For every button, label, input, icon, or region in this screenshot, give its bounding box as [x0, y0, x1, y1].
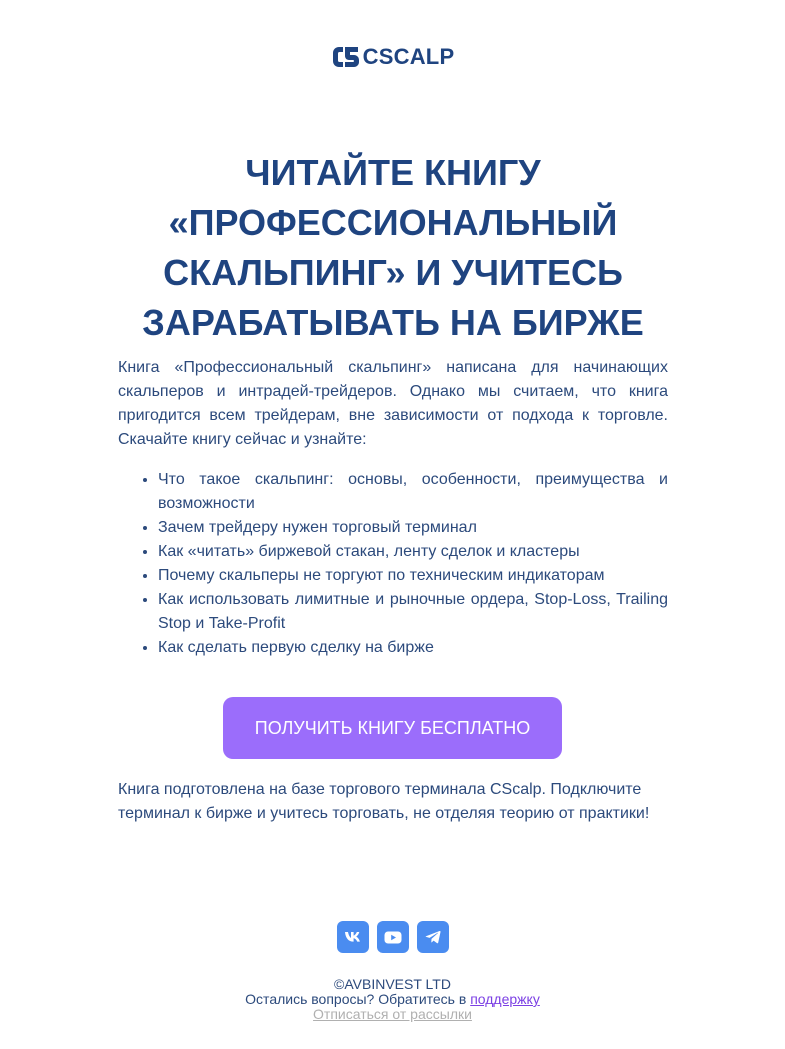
list-item: • Как сделать первую сделку на бирже — [158, 636, 668, 660]
list-item: • Почему скальперы не торгуют по техническим индикаторам — [158, 564, 668, 588]
social-links — [0, 921, 785, 953]
list-item: • Как «читать» биржевой стакан, ленту сделок и кластеры — [158, 540, 668, 564]
unsubscribe-line — [0, 1007, 785, 1022]
footer — [0, 977, 785, 1022]
list-item: • Зачем трейдеру нужен торговый терминал — [158, 516, 668, 540]
support-prefix: Остались вопросы? Обратитесь в — [245, 991, 471, 1007]
support-link[interactable]: поддержку — [470, 991, 540, 1007]
unsubscribe-link[interactable]: Отписаться от рассылки — [313, 1006, 472, 1022]
copyright: ©AVBINVEST LTD — [334, 976, 451, 992]
get-book-button[interactable]: ПОЛУЧИТЬ КНИГУ БЕСПЛАТНО — [223, 697, 562, 759]
outro-text: Книга подготовлена на базе торгового терминала CScalp. Подключите терминал к бирже и учитесь торговать, не отделяя теорию от практики! — [118, 781, 650, 822]
benefits-list — [118, 468, 668, 660]
vk-link[interactable] — [337, 921, 369, 953]
youtube-link[interactable] — [377, 921, 409, 953]
brand-name: CSCALP — [362, 44, 455, 69]
cscalp-logo-icon — [331, 45, 361, 69]
youtube-icon — [384, 931, 402, 944]
brand-logo[interactable] — [0, 44, 785, 70]
page-title: ЧИТАЙТЕ КНИГУ «ПРОФЕССИОНАЛЬНЫЙ СКАЛЬПИНГ» И УЧИТЕСЬ ЗАРАБАТЫВАТЬ НА БИРЖЕ — [142, 152, 644, 343]
telegram-icon — [425, 930, 441, 944]
vk-icon — [344, 931, 362, 943]
list-item: • Что такое скальпинг: основы, особенности, преимущества и возможности — [158, 468, 668, 516]
telegram-link[interactable] — [417, 921, 449, 953]
support-line — [0, 992, 785, 1007]
cta-container — [0, 697, 785, 759]
intro-text: Книга «Профессиональный скальпинг» написана для начинающих скальперов и интрадей-трейдеров. Однако мы считаем, что книга пригодится всем трейдерам, вне зависимости от подхода к торговле. Скачайте книгу сейчас и узнайте: — [118, 359, 668, 448]
list-item: • Как использовать лимитные и рыночные ордера, Stop-Loss, Trailing Stop и Take-Profit — [158, 588, 668, 636]
